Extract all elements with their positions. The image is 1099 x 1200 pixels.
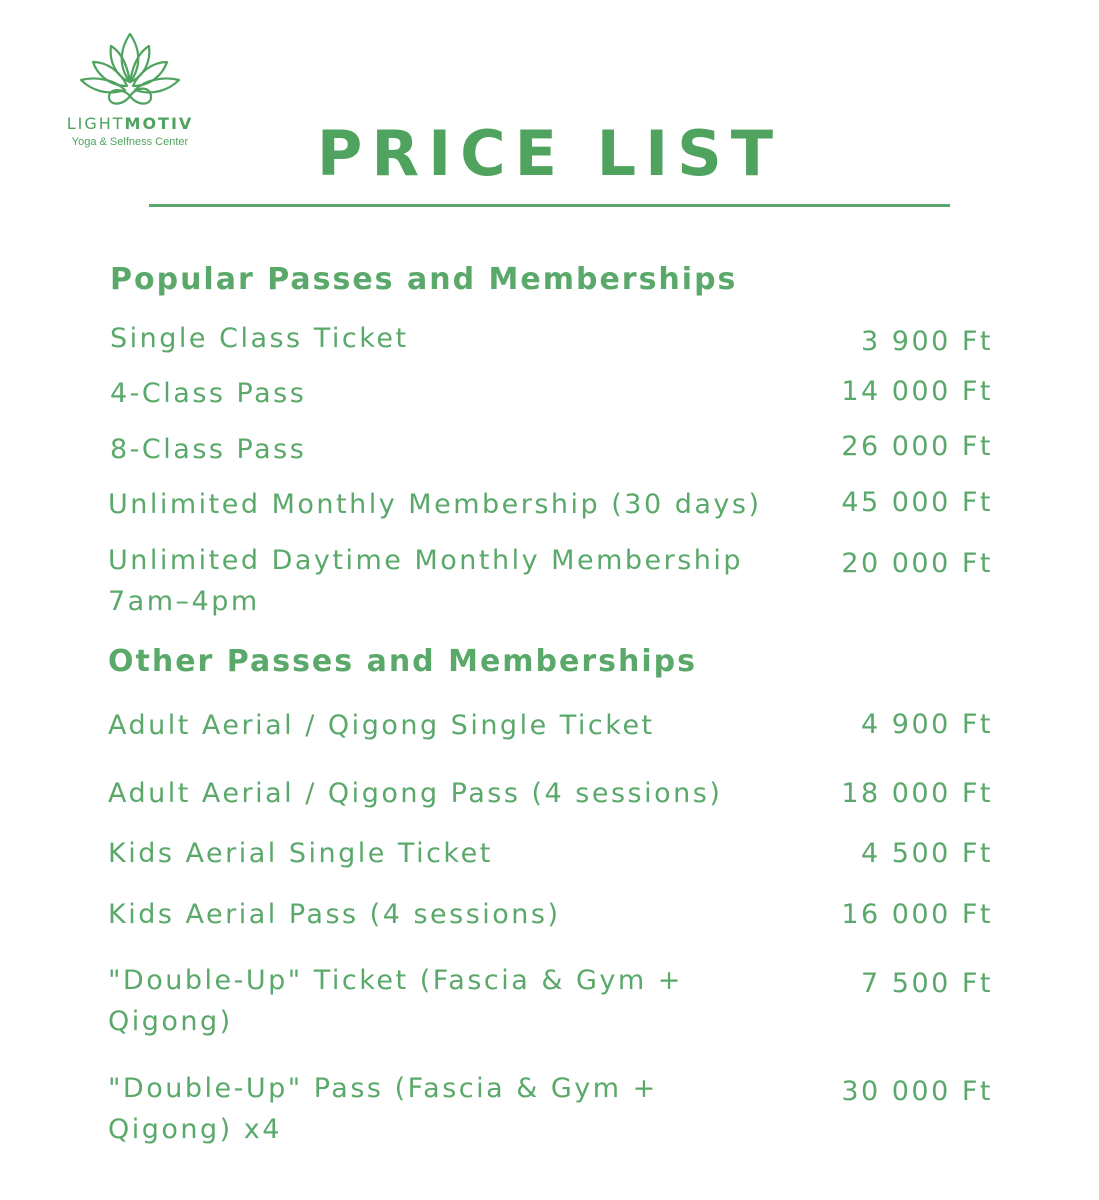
page-title: PRICE LIST bbox=[316, 117, 783, 190]
item-price: 30 000 Ft bbox=[841, 1076, 993, 1107]
title-divider bbox=[149, 204, 950, 207]
item-label: Unlimited Monthly Membership (30 days) bbox=[108, 489, 762, 520]
brand-tagline: Yoga & Selfness Center bbox=[71, 136, 189, 148]
item-price: 14 000 Ft bbox=[841, 376, 993, 407]
item-label: Kids Aerial Single Ticket bbox=[108, 838, 493, 869]
lotus-icon bbox=[75, 30, 185, 112]
price-row bbox=[108, 1068, 993, 1152]
item-price: 4 900 Ft bbox=[861, 709, 993, 740]
item-price: 16 000 Ft bbox=[841, 899, 993, 930]
item-label: Adult Aerial / Qigong Pass (4 sessions) bbox=[108, 778, 723, 809]
item-label: 4-Class Pass bbox=[110, 378, 307, 409]
item-price: 4 500 Ft bbox=[861, 838, 993, 869]
item-label: Adult Aerial / Qigong Single Ticket bbox=[108, 710, 655, 741]
item-label: "Double-Up" Ticket (Fascia & Gym + Qigong) bbox=[108, 965, 683, 1037]
item-price: 45 000 Ft bbox=[841, 487, 993, 518]
item-price: 26 000 Ft bbox=[841, 431, 993, 462]
price-row bbox=[108, 960, 993, 1044]
item-price: 3 900 Ft bbox=[861, 326, 993, 357]
section-title-popular: Popular Passes and Memberships bbox=[110, 262, 738, 297]
item-price: 7 500 Ft bbox=[861, 968, 993, 999]
brand-light: LIGHT bbox=[66, 114, 125, 133]
price-row bbox=[108, 540, 993, 624]
item-price: 18 000 Ft bbox=[841, 778, 993, 809]
item-label: Single Class Ticket bbox=[110, 323, 409, 354]
item-label: 8-Class Pass bbox=[110, 434, 307, 465]
item-price: 20 000 Ft bbox=[841, 548, 993, 579]
item-label: Unlimited Daytime Monthly Membership 7am–4pm bbox=[108, 545, 744, 617]
item-label: Kids Aerial Pass (4 sessions) bbox=[108, 899, 561, 930]
item-label: "Double-Up" Pass (Fascia & Gym + Qigong) x4 bbox=[108, 1073, 658, 1145]
section-title-other: Other Passes and Memberships bbox=[108, 644, 697, 679]
brand-motiv: MOTIV bbox=[124, 114, 194, 133]
